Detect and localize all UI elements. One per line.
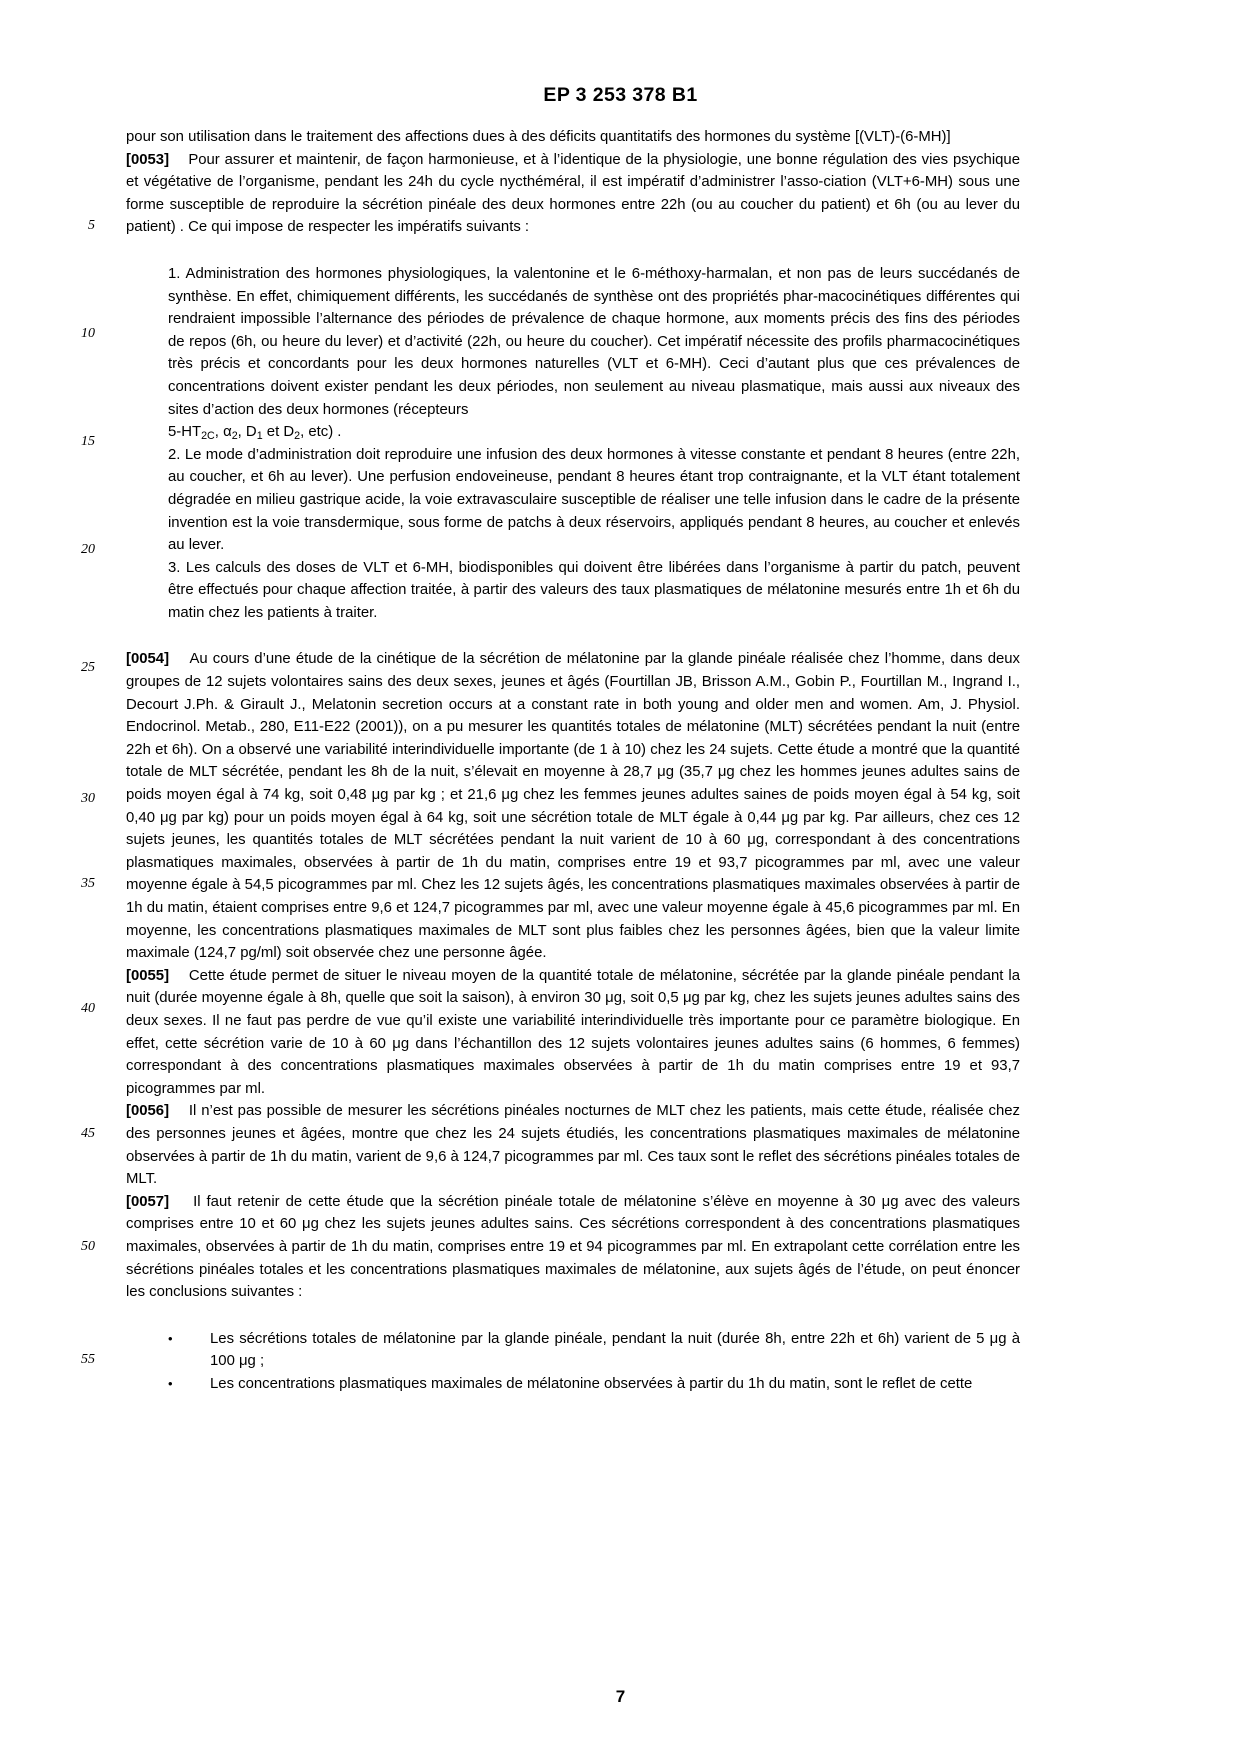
- lead-paragraph: pour son utilisation dans le traitement des affections dues à des déficits quantitatifs des hormones du système [(VLT)-(6-MH)]: [126, 129, 951, 145]
- paragraph-0053-text: Pour assurer et maintenir, de façon harmonieuse, et à l’identique de la physiologie, une bonne régulation des vies psychique et végétative de l’organisme, pendant les 24h du cycle nycthéméral, il est impératif d’administrer l’asso-ciation (VLT+6-MH) sous une forme susceptible de reproduire la sécrétion pinéale des deux hormones entre 22h (ou au coucher du patient) et 6h (ou au lever du patient) . Ce qui impose de respecter les impératifs suivants :: [126, 151, 1020, 236]
- line-number: 30: [81, 791, 95, 806]
- page-number: 7: [615, 1687, 626, 1706]
- paragraph-0057-text: Il faut retenir de cette étude que la sécrétion pinéale totale de mélatonine s’élève en moyenne à 30 μg avec des valeurs comprises entre 10 et 60 μg chez les sujets jeunes adultes sains. Ces sécrétions correspondent à des concentrations plasmatiques maximales, observées à partir de 1h du matin, comprises entre 19 et 94 picogrammes par ml. En extrapolant cette corrélation entre les sécrétions pinéales totales et les concentrations plasmatiques maximales de mélatonine, aux sujets âgés de l’étude, on peut énoncer les conclusions suivantes :: [126, 1193, 1020, 1301]
- line-number: 25: [81, 660, 95, 675]
- bullet-icon: •: [168, 1330, 173, 1346]
- formula-subscript-d2: 2: [294, 430, 301, 443]
- paragraph-number-0055: [0055]: [126, 967, 170, 984]
- line-number: 50: [81, 1239, 95, 1254]
- receptor-formula-line: [168, 421, 1020, 444]
- list-item: [168, 1373, 1020, 1396]
- document-body: [126, 126, 1020, 1395]
- formula-alpha-symbol: α: [223, 424, 232, 441]
- line-number: 40: [81, 1001, 95, 1016]
- list-item-text: Les sécrétions totales de mélatonine par la glande pinéale, pendant la nuit (durée 8h, entre 22h et 6h) varient de 5 μg à 100 μg ;: [210, 1330, 1020, 1370]
- numbered-item-2: 2. Le mode d’administration doit reproduire une infusion des deux hormones à vitesse constante et pendant 8 heures (entre 22h, au coucher, et 6h au lever). Une perfusion endoveineuse, pendant 8 heures étant trop contraignante, et la VLT étant totalement dégradée en milieu gastrique acide, la voie extravasculaire susceptible de réaliser une telle infusion dans le cadre de la présente invention est la voie transdermique, sous forme de patchs à deux réservoirs, appliqués pendant 8 heures, au coucher et enlevés au lever.: [168, 446, 1020, 554]
- numbered-item-1-text: 1. Administration des hormones physiologiques, la valentonine et le 6-méthoxy-harmalan, et non pas de leurs succédanés de synthèse. En effet, chimiquement différents, les succédanés de synthèse ont des propriétés phar-macocinétiques différentes qui rendraient impossible l’alternance des périodes de prévalence de chaque hormone, aux moments précis des fins des périodes de repos (6h, ou heure du lever) et d’activité (22h, ou heure du coucher). Cet impératif nécessite des profils pharmacocinétiques très précis et concordants pour les deux hormones naturelles (VLT et 6-MH). Ceci d’autant plus que ces prévalences de concentrations doivent exister pendant les deux périodes, non seulement au niveau plasmatique, mais aussi aux niveaux des sites d’action des deux hormones (récepteurs: [168, 265, 1020, 418]
- formula-separator-1: ,: [214, 424, 224, 441]
- paragraph-0056: [126, 1100, 1020, 1190]
- line-number: 55: [81, 1352, 95, 1367]
- formula-separator-2: , D: [237, 424, 257, 441]
- paragraph-0055-text: Cette étude permet de situer le niveau moyen de la quantité totale de mélatonine, sécrétée par la glande pinéale pendant la nuit (durée moyenne égale à 8h, quelle que soit la saison), à environ 30 μg, soit 0,5 μg par kg, chez les sujets jeunes adultes sains des deux sexes. Il ne faut pas perdre de vue qu’il existe une variabilité interindividuelle très importante pour ce paramètre biologique. En effet, cette sécrétion varie de 10 à 60 μg dans l’échantillon des 12 sujets volontaires jeunes adultes sains (6 hommes, 6 femmes) correspondant à des concentrations plasmatiques maximales observées à partir de 1h du matin comprises entre 19 et 93,7 picogrammes par ml.: [126, 967, 1020, 1097]
- formula-separator-3: et D: [262, 424, 295, 441]
- conclusions-bullet-list: [126, 1328, 1020, 1396]
- list-item-text: Les concentrations plasmatiques maximales de mélatonine observées à partir du 1h du matin, sont le reflet de cette: [210, 1375, 973, 1392]
- formula-subscript-2c: 2C: [201, 430, 215, 443]
- bullet-icon: •: [168, 1375, 173, 1391]
- line-number: 45: [81, 1126, 95, 1141]
- numbered-item-3: 3. Les calculs des doses de VLT et 6-MH, biodisponibles qui doivent être libérées dans l’organisme à partir du patch, peuvent être effectués pour chaque affection traitée, à partir des valeurs des taux plasmatiques de mélatonine mesurés entre 1h et 6h du matin chez les patients à traiter.: [168, 559, 1020, 621]
- formula-suffix: , etc) .: [300, 424, 342, 441]
- paragraph-0055: [126, 965, 1020, 1101]
- line-number: 10: [81, 326, 95, 341]
- line-number: 15: [81, 434, 95, 449]
- paragraph-0057: [126, 1191, 1020, 1304]
- paragraph-number-0057: [0057]: [126, 1193, 170, 1210]
- line-number-margin: [0, 0, 125, 1755]
- document-header-title: EP 3 253 378 B1: [543, 84, 698, 106]
- list-item: [168, 1328, 1020, 1373]
- formula-subscript-d1: 1: [256, 430, 263, 443]
- formula-prefix: 5-HT: [168, 424, 202, 441]
- paragraph-number-0053: [0053]: [126, 151, 170, 168]
- paragraph-0056-text: Il n’est pas possible de mesurer les sécrétions pinéales nocturnes de MLT chez les patients, mais cette étude, réalisée chez des personnes jeunes et âgées, montre que chez les 24 sujets étudiés, les concentrations plasmatiques maximales de mélatonine observées à partir de 1h du matin, varient de 9,6 à 124,7 picogrammes par ml. Ces taux sont le reflet des sécrétions pinéales totales de MLT.: [126, 1103, 1020, 1188]
- paragraph-0053: [126, 149, 1020, 239]
- line-number: 5: [88, 218, 95, 233]
- paragraph-number-0056: [0056]: [126, 1103, 170, 1120]
- formula-subscript-alpha2: 2: [231, 430, 238, 443]
- line-number: 35: [81, 876, 95, 891]
- line-number: 20: [81, 542, 95, 557]
- paragraph-0054-text: Au cours d’une étude de la cinétique de la sécrétion de mélatonine par la glande pinéale réalisée chez l’homme, dans deux groupes de 12 sujets volontaires sains des deux sexes, jeunes et âgés (Fourtillan JB, Brisson A.M., Gobin P., Fourtillan M., Ingrand I., Decourt J.Ph. & Girault J., Melatonin secretion occurs at a constant rate in both young and older men and women. Am, J. Physiol. Endocrinol. Metab., 280, E11-E22 (2001)), on a pu mesurer les quantités totales de mélatonine (MLT) sécrétées pendant la nuit (entre 22h et 6h). On a observé une variabilité interindividuelle importante (de 1 à 10) chez les 24 sujets. Cette étude a montré que la quantité totale de MLT sécrétée, pendant les 8h de la nuit, s’élevait en moyenne à 28,7 μg (35,7 μg chez les hommes jeunes adultes sains de poids moyen égal à 74 kg, soit 0,48 μg par kg ; et 21,6 μg chez les femmes jeunes adultes saines de poids moyen égal à 54 kg, soit 0,40 μg par kg) pour un poids moyen égal à 64 kg, soit une sécrétion totale de MLT égale à 0,44 μg par kg. Par ailleurs, chez ces 12 sujets jeunes, les quantités totales de MLT sécrétées pendant la nuit varient de 10 à 60 μg, correspondant à des concentrations plasmatiques maximales, observées à partir de 1h du matin, comprises entre 19 et 93,7 picogrammes par ml, avec une valeur moyenne égale à 54,5 picogrammes par ml. Chez les 12 sujets âgés, les concentrations plasmatiques maximales observées à partir de 1h du matin, étaient comprises entre 9,6 et 124,7 picogrammes par ml, avec une valeur moyenne égale à 45,6 picogrammes par ml. En moyenne, les concentrations plasmatiques maximales de MLT sont plus faibles chez les personnes âgées, bien que la valeur limite maximale (124,7 pg/ml) soit observée chez une personne âgée.: [126, 651, 1020, 962]
- paragraph-0054: [126, 648, 1020, 964]
- numbered-item-1: [168, 263, 1020, 421]
- paragraph-number-0054: [0054]: [126, 651, 170, 668]
